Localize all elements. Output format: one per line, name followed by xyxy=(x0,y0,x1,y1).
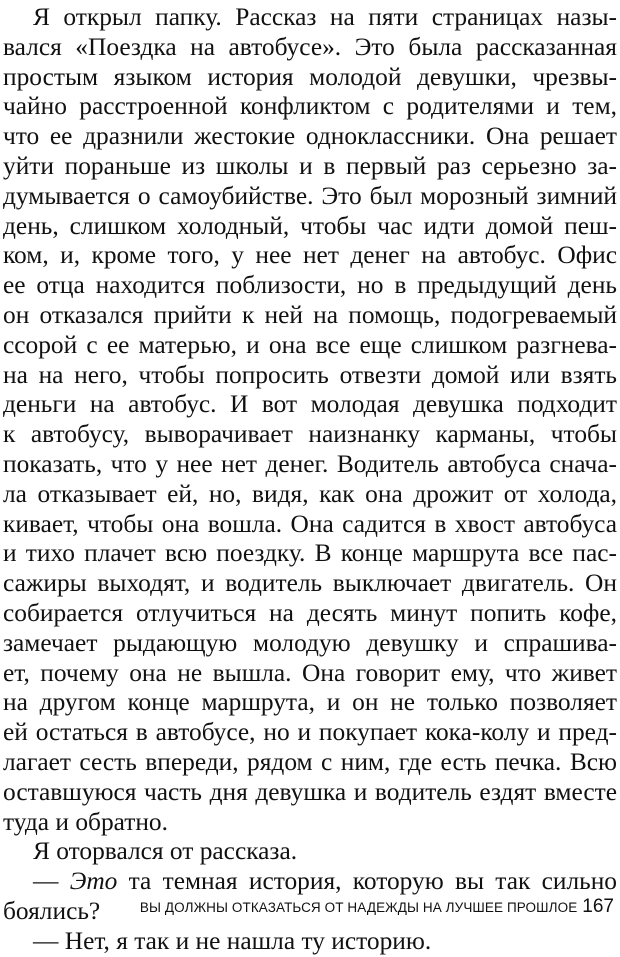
text-line: на другом конце маршрута, и он не только позволяет xyxy=(3,688,617,717)
text-line: оставшуюся часть дня девушка и водитель ездят вместе xyxy=(3,777,617,806)
text-line: простым языком история молодой девушки, чрезвы- xyxy=(3,62,617,91)
text-line: на на него, чтобы попросить отвезти домой или взять xyxy=(3,360,617,389)
text-line: ссорой с ее матерью, и она все еще слишком разгнева- xyxy=(3,330,617,359)
text-line: ком, и, кроме того, у нее нет денег на автобус. Офис xyxy=(3,241,617,270)
text-line: туда и обратно. xyxy=(3,807,168,836)
emphasized-word: Это xyxy=(69,867,118,896)
text-line: думывается о самоубийстве. Это был морозный зимний xyxy=(3,181,617,210)
paragraph-story-summary xyxy=(3,3,617,837)
dialogue-dash: — xyxy=(33,867,70,896)
text-line: чайно расстроенной конфликтом с родителями и тем, xyxy=(3,92,617,121)
text-line: вался «Поездка на автобусе». Это была рассказанная xyxy=(3,32,617,61)
text-line: что ее дразнили жестокие одноклассники. Она решает xyxy=(3,122,617,151)
text-line: кивает, чтобы она вошла. Она садится в хвост автобуса xyxy=(3,509,617,538)
running-title: ВЫ ДОЛЖНЫ ОТКАЗАТЬСЯ ОТ НАДЕЖДЫ НА ЛУЧШЕЕ ПРОШЛОЕ xyxy=(139,900,578,915)
text-line: к автобусу, выворачивает наизнанку карманы, чтобы xyxy=(3,420,617,449)
text-line: и тихо плачет всю поездку. В конце маршрута все пас- xyxy=(3,539,617,568)
text-line: замечает рыдающую молодую девушку и спрашива- xyxy=(3,628,617,657)
text-line: он отказался прийти к ней на помощь, подогреваемый xyxy=(3,300,617,329)
text-line xyxy=(3,867,617,897)
text-line: Я оторвался от рассказа. xyxy=(33,837,298,866)
page-footer xyxy=(0,896,620,922)
text-line: Я открыл папку. Рассказ на пяти страницах назы- xyxy=(33,3,617,31)
paragraph-looked-up xyxy=(3,837,617,867)
text-line: — Нет, я так и не нашла ту историю. xyxy=(33,926,432,955)
text-line: ла отказывает ей, но, видя, как она дрожит от холода, xyxy=(3,479,617,508)
text-line: ет, почему она не вышла. Она говорит ему, что живет xyxy=(3,658,617,687)
page-number: 167 xyxy=(582,896,614,917)
text-line: боялись? xyxy=(3,896,101,925)
text-line: день, слишком холодный, чтобы час идти домой пеш- xyxy=(3,211,617,240)
text-line: собирается отлучиться на десять минут попить кофе, xyxy=(3,598,617,627)
text-line: ей остаться в автобусе, но и покупает кока-колу и пред- xyxy=(3,718,617,747)
body-text xyxy=(3,3,617,957)
paragraph-dialogue-answer xyxy=(3,927,617,957)
text-line: ее отца находится поблизости, но в предыдущий день xyxy=(3,271,617,300)
text-line: сажиры выходят, и водитель выключает двигатель. Он xyxy=(3,569,617,598)
text-line: лагает сесть впереди, рядом с ним, где есть печка. Всю xyxy=(3,747,617,776)
text-line: показать, что у нее нет денег. Водитель автобуса снача- xyxy=(3,449,617,478)
text-line: деньги на автобус. И вот молодая девушка подходит xyxy=(3,390,617,419)
text-line: уйти пораньше из школы и в первый раз серьезно за- xyxy=(3,151,617,180)
dialogue-text: та темная история, которую вы так сильно xyxy=(117,867,617,896)
